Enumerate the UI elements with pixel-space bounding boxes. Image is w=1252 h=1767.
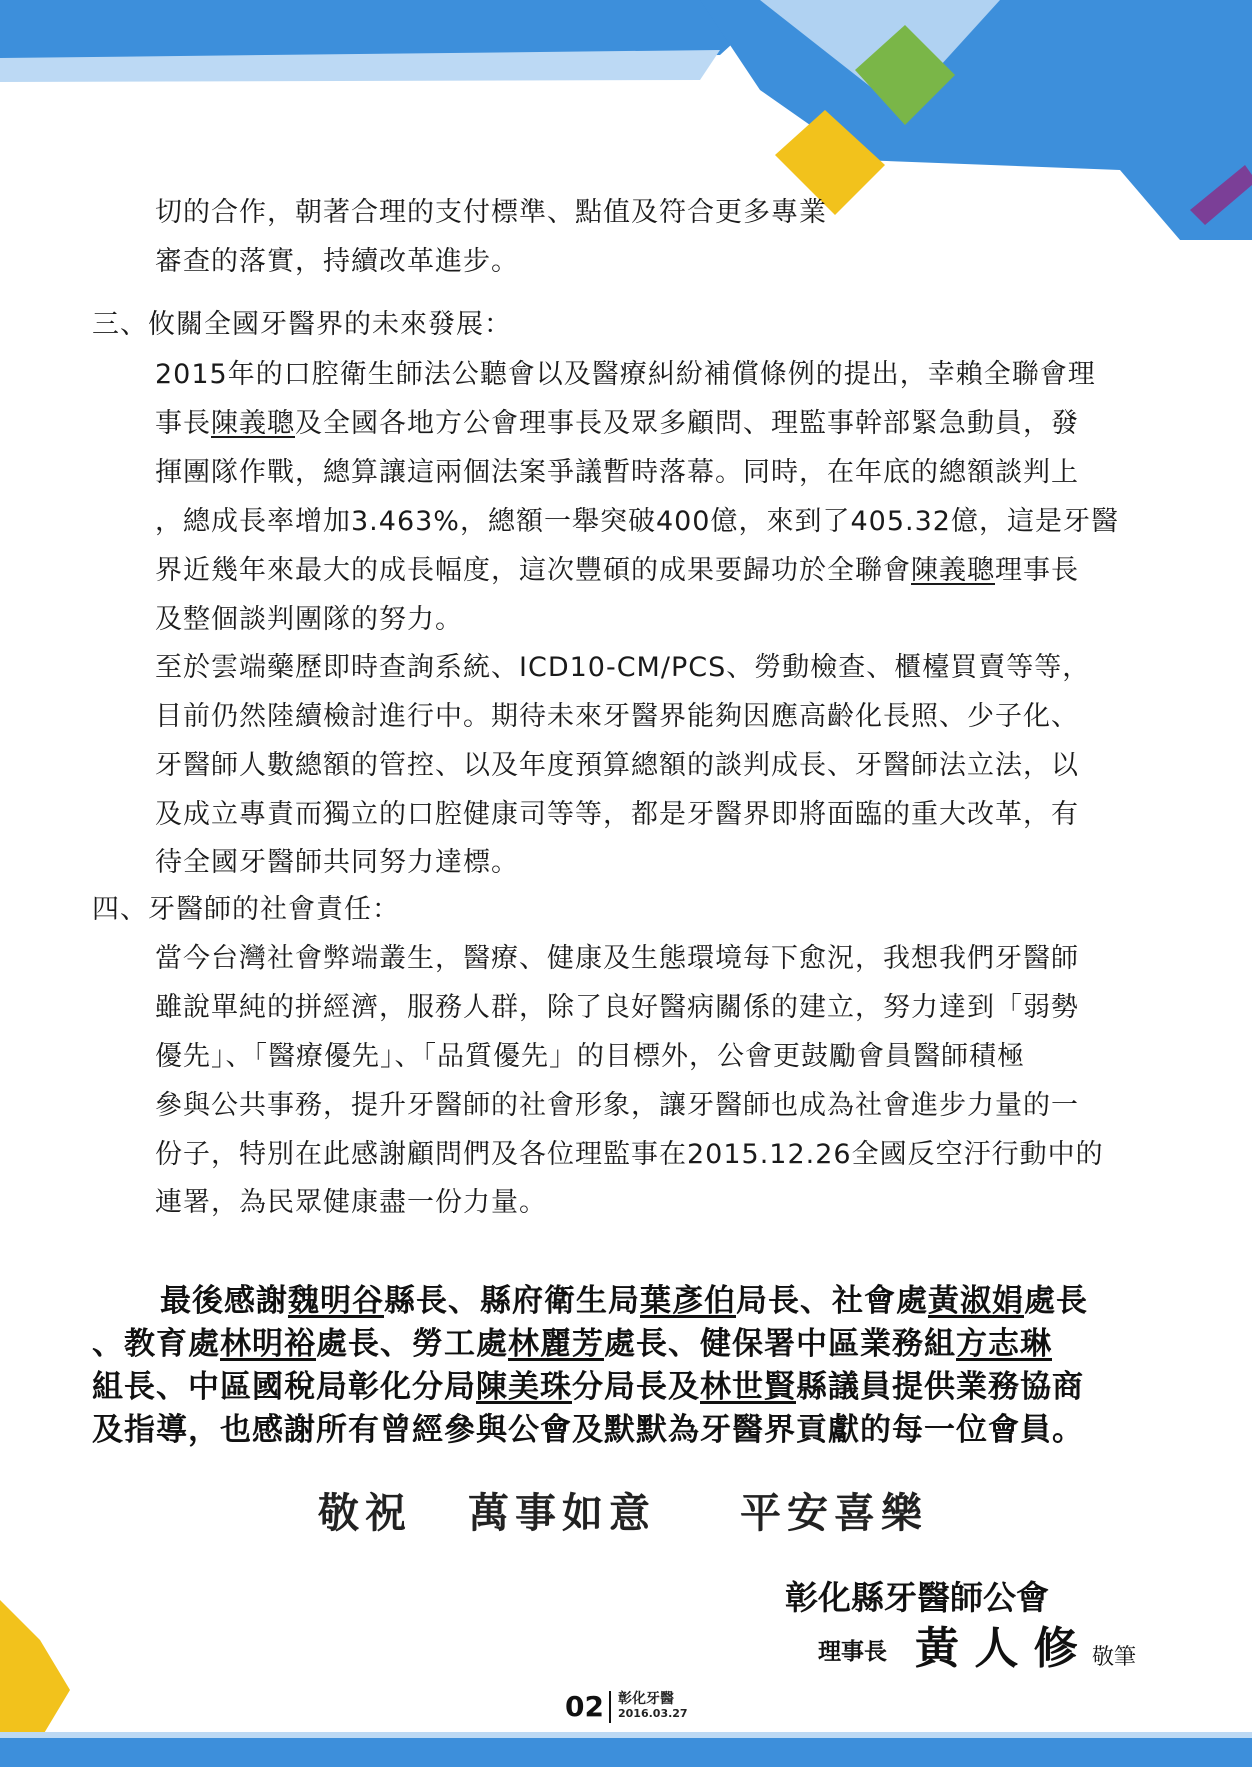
section-heading-4: 四、牙醫師的社會責任： xyxy=(92,894,400,925)
body-line: 界近幾年來最大的成長幅度，這次豐碩的成果要歸功於全聯會陳義聰理事長 xyxy=(155,555,1079,586)
body-line: 當今台灣社會弊端叢生，醫療、健康及生態環境每下愈況，我想我們牙醫師 xyxy=(155,943,1079,974)
body-line: 揮團隊作戰，總算讓這兩個法案爭議暫時落幕。同時，在年底的總額談判上 xyxy=(155,457,1079,488)
body-line: 目前仍然陸續檢討進行中。期待未來牙醫界能夠因應高齡化長照、少子化、 xyxy=(155,701,1079,732)
publication-name: 彰化牙醫 xyxy=(618,1691,674,1707)
closing-wish-1: 敬祝 xyxy=(318,1489,412,1537)
thanks-line: 、教育處林明裕處長、勞工處林麗芳處長、健保署中區業務組方志琳 xyxy=(92,1326,1052,1362)
body-line: 牙醫師人數總額的管控、以及年度預算總額的談判成長、牙醫師法立法，以 xyxy=(155,750,1079,781)
thanks-line: 組長、中區國稅局彰化分局陳美珠分局長及林世賢縣議員提供業務協商 xyxy=(92,1369,1084,1405)
body-line: 至於雲端藥歷即時查詢系統、ICD10-CM/PCS、勞動檢查、櫃檯買賣等等， xyxy=(155,652,1091,683)
bottom-banner-decoration xyxy=(0,1732,1252,1767)
name-underlined: 陳義聰 xyxy=(911,555,995,586)
signature-suffix: 敬筆 xyxy=(1092,1645,1137,1670)
thanks-line: 及指導，也感謝所有曾經參與公會及默默為牙醫界貢獻的每一位會員。 xyxy=(92,1412,1084,1448)
name-underlined: 陳義聰 xyxy=(211,408,295,439)
body-line: 及成立專責而獨立的口腔健康司等等，都是牙醫界即將面臨的重大改革，有 xyxy=(155,799,1079,830)
section-heading-3: 三、攸關全國牙醫界的未來發展： xyxy=(92,309,512,340)
body-line: 待全國牙醫師共同努力達標。 xyxy=(155,847,519,878)
signature-org: 彰化縣牙醫師公會 xyxy=(785,1578,1049,1617)
signature-title: 理事長 xyxy=(818,1639,887,1665)
body-line: ，總成長率增加3.463%，總額一舉突破400億，來到了405.32億，這是牙醫 xyxy=(155,506,1119,537)
footer-divider xyxy=(609,1691,611,1723)
body-line: 參與公共事務，提升牙醫師的社會形象，讓牙醫師也成為社會進步力量的一 xyxy=(155,1090,1079,1121)
body-line: 連署，為民眾健康盡一份力量。 xyxy=(155,1187,547,1218)
body-line: 及整個談判團隊的努力。 xyxy=(155,604,463,635)
yellow-corner-decoration xyxy=(0,1600,70,1740)
publication-date: 2016.03.27 xyxy=(618,1707,688,1720)
page-number: 02 xyxy=(565,1690,604,1723)
body-line: 份子，特別在此感謝顧問們及各位理監事在2015.12.26全國反空汙行動中的 xyxy=(155,1139,1104,1170)
thanks-line: 最後感謝魏明谷縣長、縣府衛生局葉彥伯局長、社會處黃淑娟處長 xyxy=(160,1283,1088,1319)
signature-name: 黃 人 修 xyxy=(915,1623,1078,1674)
body-line: 優先」、「醫療優先」、「品質優先」的目標外，公會更鼓勵會員醫師積極 xyxy=(155,1041,1025,1072)
body-line: 審查的落實，持續改革進步。 xyxy=(155,246,519,277)
closing-wish-2: 萬事如意 xyxy=(468,1489,656,1537)
closing-wish-3: 平安喜樂 xyxy=(740,1489,928,1537)
body-line: 切的合作，朝著合理的支付標準、點值及符合更多專業 xyxy=(155,197,827,228)
body-line: 事長陳義聰及全國各地方公會理事長及眾多顧問、理監事幹部緊急動員，發 xyxy=(155,408,1079,439)
body-line: 雖說單純的拼經濟，服務人群，除了良好醫病關係的建立，努力達到「弱勢 xyxy=(155,992,1079,1023)
body-line: 2015年的口腔衛生師法公聽會以及醫療糾紛補償條例的提出，幸賴全聯會理 xyxy=(155,359,1096,390)
